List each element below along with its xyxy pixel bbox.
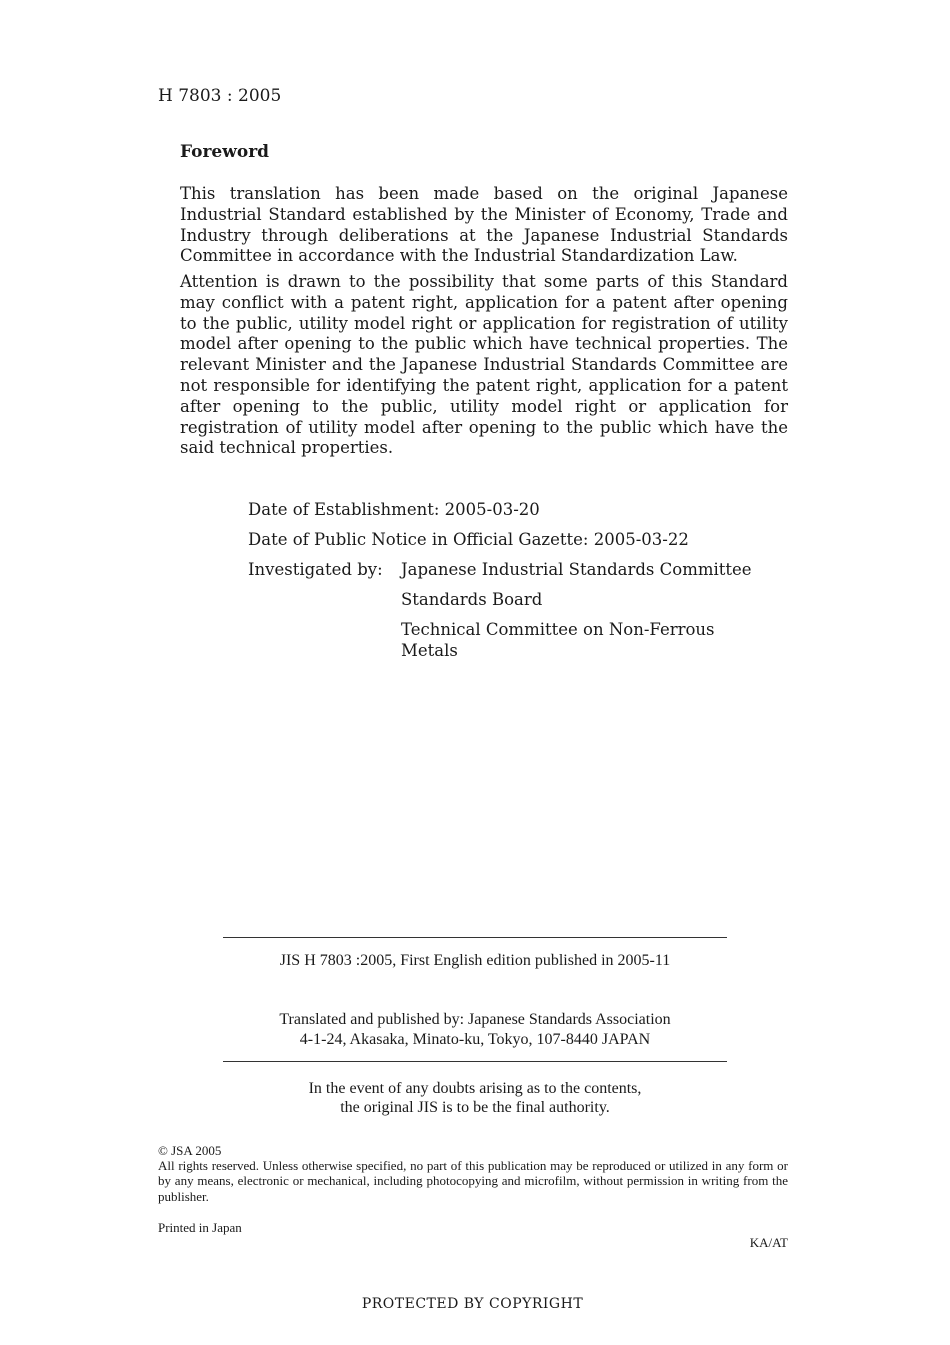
edition-line: JIS H 7803 :2005, First English edition published in 2005-11	[279, 952, 671, 969]
foreword-paragraph-2: Attention is drawn to the possibility that some parts of this Standard may conflict with a patent right, application for a patent after opening to the public, utility model right or application for registration of utility model after opening to the public which have technical properties. The relevant Minister and the Japanese Industrial Standards Committee are not responsible for identifying the patent right, application for a patent after opening to the public, utility model right or application for registration of utility model after opening to the public which have the said technical properties.	[180, 272, 788, 458]
publisher-address: 4-1-24, Akasaka, Minato-ku, Tokyo, 107-8440 JAPAN	[299, 1031, 651, 1048]
divider-bottom	[223, 1061, 727, 1062]
investigated-by-board: Standards Board	[401, 590, 543, 609]
investigated-by-technical-committee: Technical Committee on Non-Ferrous Metals	[401, 620, 715, 660]
investigated-by-committee: Japanese Industrial Standards Committee	[401, 560, 752, 579]
protected-by-copyright-footer: PROTECTED BY COPYRIGHT	[361, 1296, 584, 1312]
establishment-date: 2005-03-20	[444, 500, 540, 519]
authority-notice-line-2: the original JIS is to be the final authority.	[340, 1099, 610, 1116]
document-code: KA/AT	[749, 1235, 788, 1250]
gazette-line	[248, 530, 689, 549]
foreword-heading: Foreword	[180, 142, 270, 162]
gazette-label: Date of Public Notice in Official Gazette:	[248, 530, 589, 549]
printed-in-line: Printed in Japan	[158, 1220, 242, 1235]
translated-by-line: Translated and published by: Japanese Standards Association	[279, 1011, 671, 1028]
investigated-label: Investigated by:	[248, 560, 383, 579]
copyright-symbol-line: © JSA 2005	[158, 1143, 222, 1158]
gazette-date: 2005-03-22	[593, 530, 689, 549]
divider-top	[223, 937, 727, 938]
establishment-label: Date of Establishment:	[248, 500, 440, 519]
establishment-line	[248, 500, 540, 519]
rights-reserved-text: All rights reserved. Unless otherwise specified, no part of this publication may be reproduced or utilized in any form or by any means, electronic or mechanical, including photocopying and microfilm, without permission in writing from the publisher.	[158, 1158, 788, 1204]
foreword-paragraph-1: This translation has been made based on the original Japanese Industrial Standard established by the Minister of Economy, Trade and Industry through deliberations at the Japanese Industrial Standards Committee in accordance with the Industrial Standardization Law.	[180, 184, 788, 266]
document-id: H 7803 : 2005	[158, 86, 282, 106]
authority-notice-line-1: In the event of any doubts arising as to the contents,	[308, 1080, 642, 1097]
